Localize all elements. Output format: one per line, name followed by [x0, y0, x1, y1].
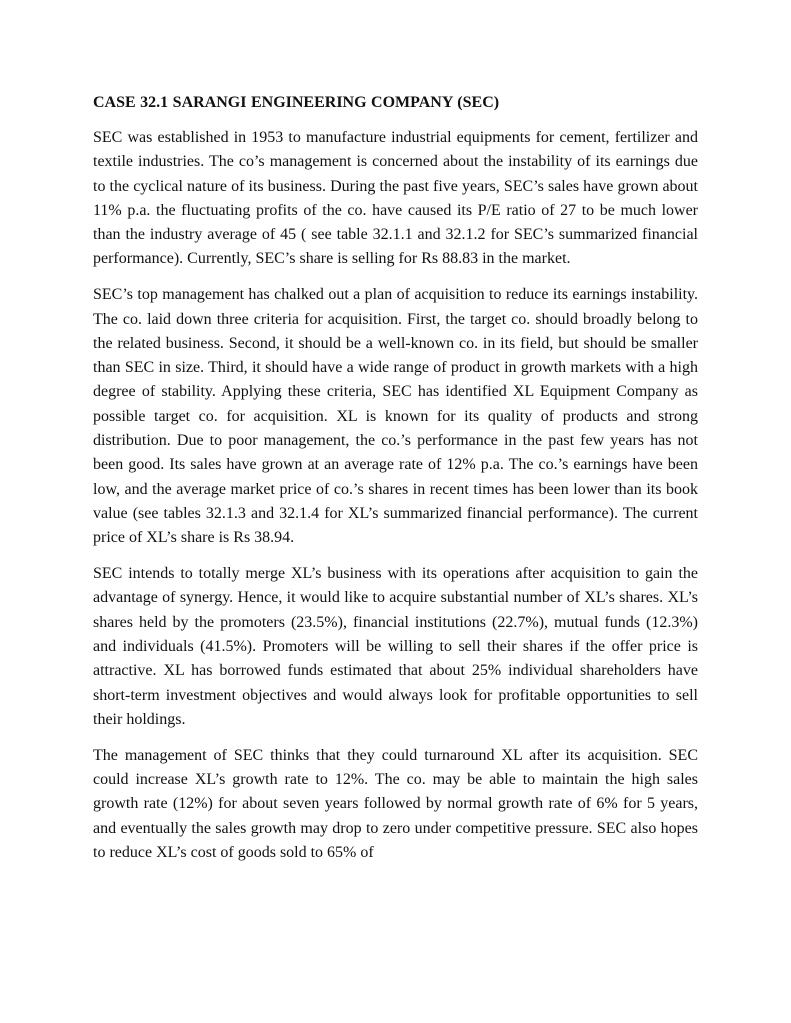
- paragraph-turnaround-plan: The management of SEC thinks that they could turnaround XL after its acquisition. SEC could increase XL’s growth rate to 12%. The co. may be able to maintain the high sales growth rate (12%) for about seven years followed by normal growth rate of 6% for 5 years, and eventually the sales growth may drop to zero under competitive pressure. SEC also hopes to reduce XL’s cost of goods sold to 65% of: [93, 746, 698, 861]
- paragraph-merger-intent: SEC intends to totally merge XL’s business with its operations after acquisition to gain the advantage of synergy. Hence, it would like to acquire substantial number of XL’s shares. XL’s shares held by the promoters (23.5%), financial institutions (22.7%), mutual funds (12.3%) and individuals (41.5%). Promoters will be willing to sell their shares if the offer price is attractive. XL has borrowed funds estimated that about 25% individual shareholders have short-term investment objectives and would always look for profitable opportunities to sell their holdings.: [93, 565, 698, 728]
- paragraph-acquisition-plan: SEC’s top management has chalked out a plan of acquisition to reduce its earnings instability. The co. laid down three criteria for acquisition. First, the target co. should broadly belong to the related business. Second, it should be a well-known co. in its field, but should be smaller than SEC in size. Third, it should have a wide range of product in growth markets with a high degree of stability. Applying these criteria, SEC has identified XL Equipment Company as possible target co. for acquisition. XL is known for its quality of products and strong distribution. Due to poor management, the co.’s performance in the past few years has not been good. Its sales have grown at an average rate of 12% p.a. The co.’s earnings have been low, and the average market price of co.’s shares in recent times has been lower than its book value (see tables 32.1.3 and 32.1.4 for XL’s summarized financial performance). The current price of XL’s share is Rs 38.94.: [93, 286, 698, 547]
- paragraph-company-background: SEC was established in 1953 to manufacture industrial equipments for cement, fertilizer and textile industries. The co’s management is concerned about the instability of its earnings due to the cyclical nature of its business. During the past five years, SEC’s sales have grown about 11% p.a. the fluctuating profits of the co. have caused its P/E ratio of 27 to be much lower than the industry average of 45 ( see table 32.1.1 and 32.1.2 for SEC’s summarized financial performance). Currently, SEC’s share is selling for Rs 88.83 in the market.: [93, 129, 698, 268]
- case-title: CASE 32.1 SARANGI ENGINEERING COMPANY (SEC): [93, 94, 500, 111]
- document-page: [93, 92, 698, 877]
